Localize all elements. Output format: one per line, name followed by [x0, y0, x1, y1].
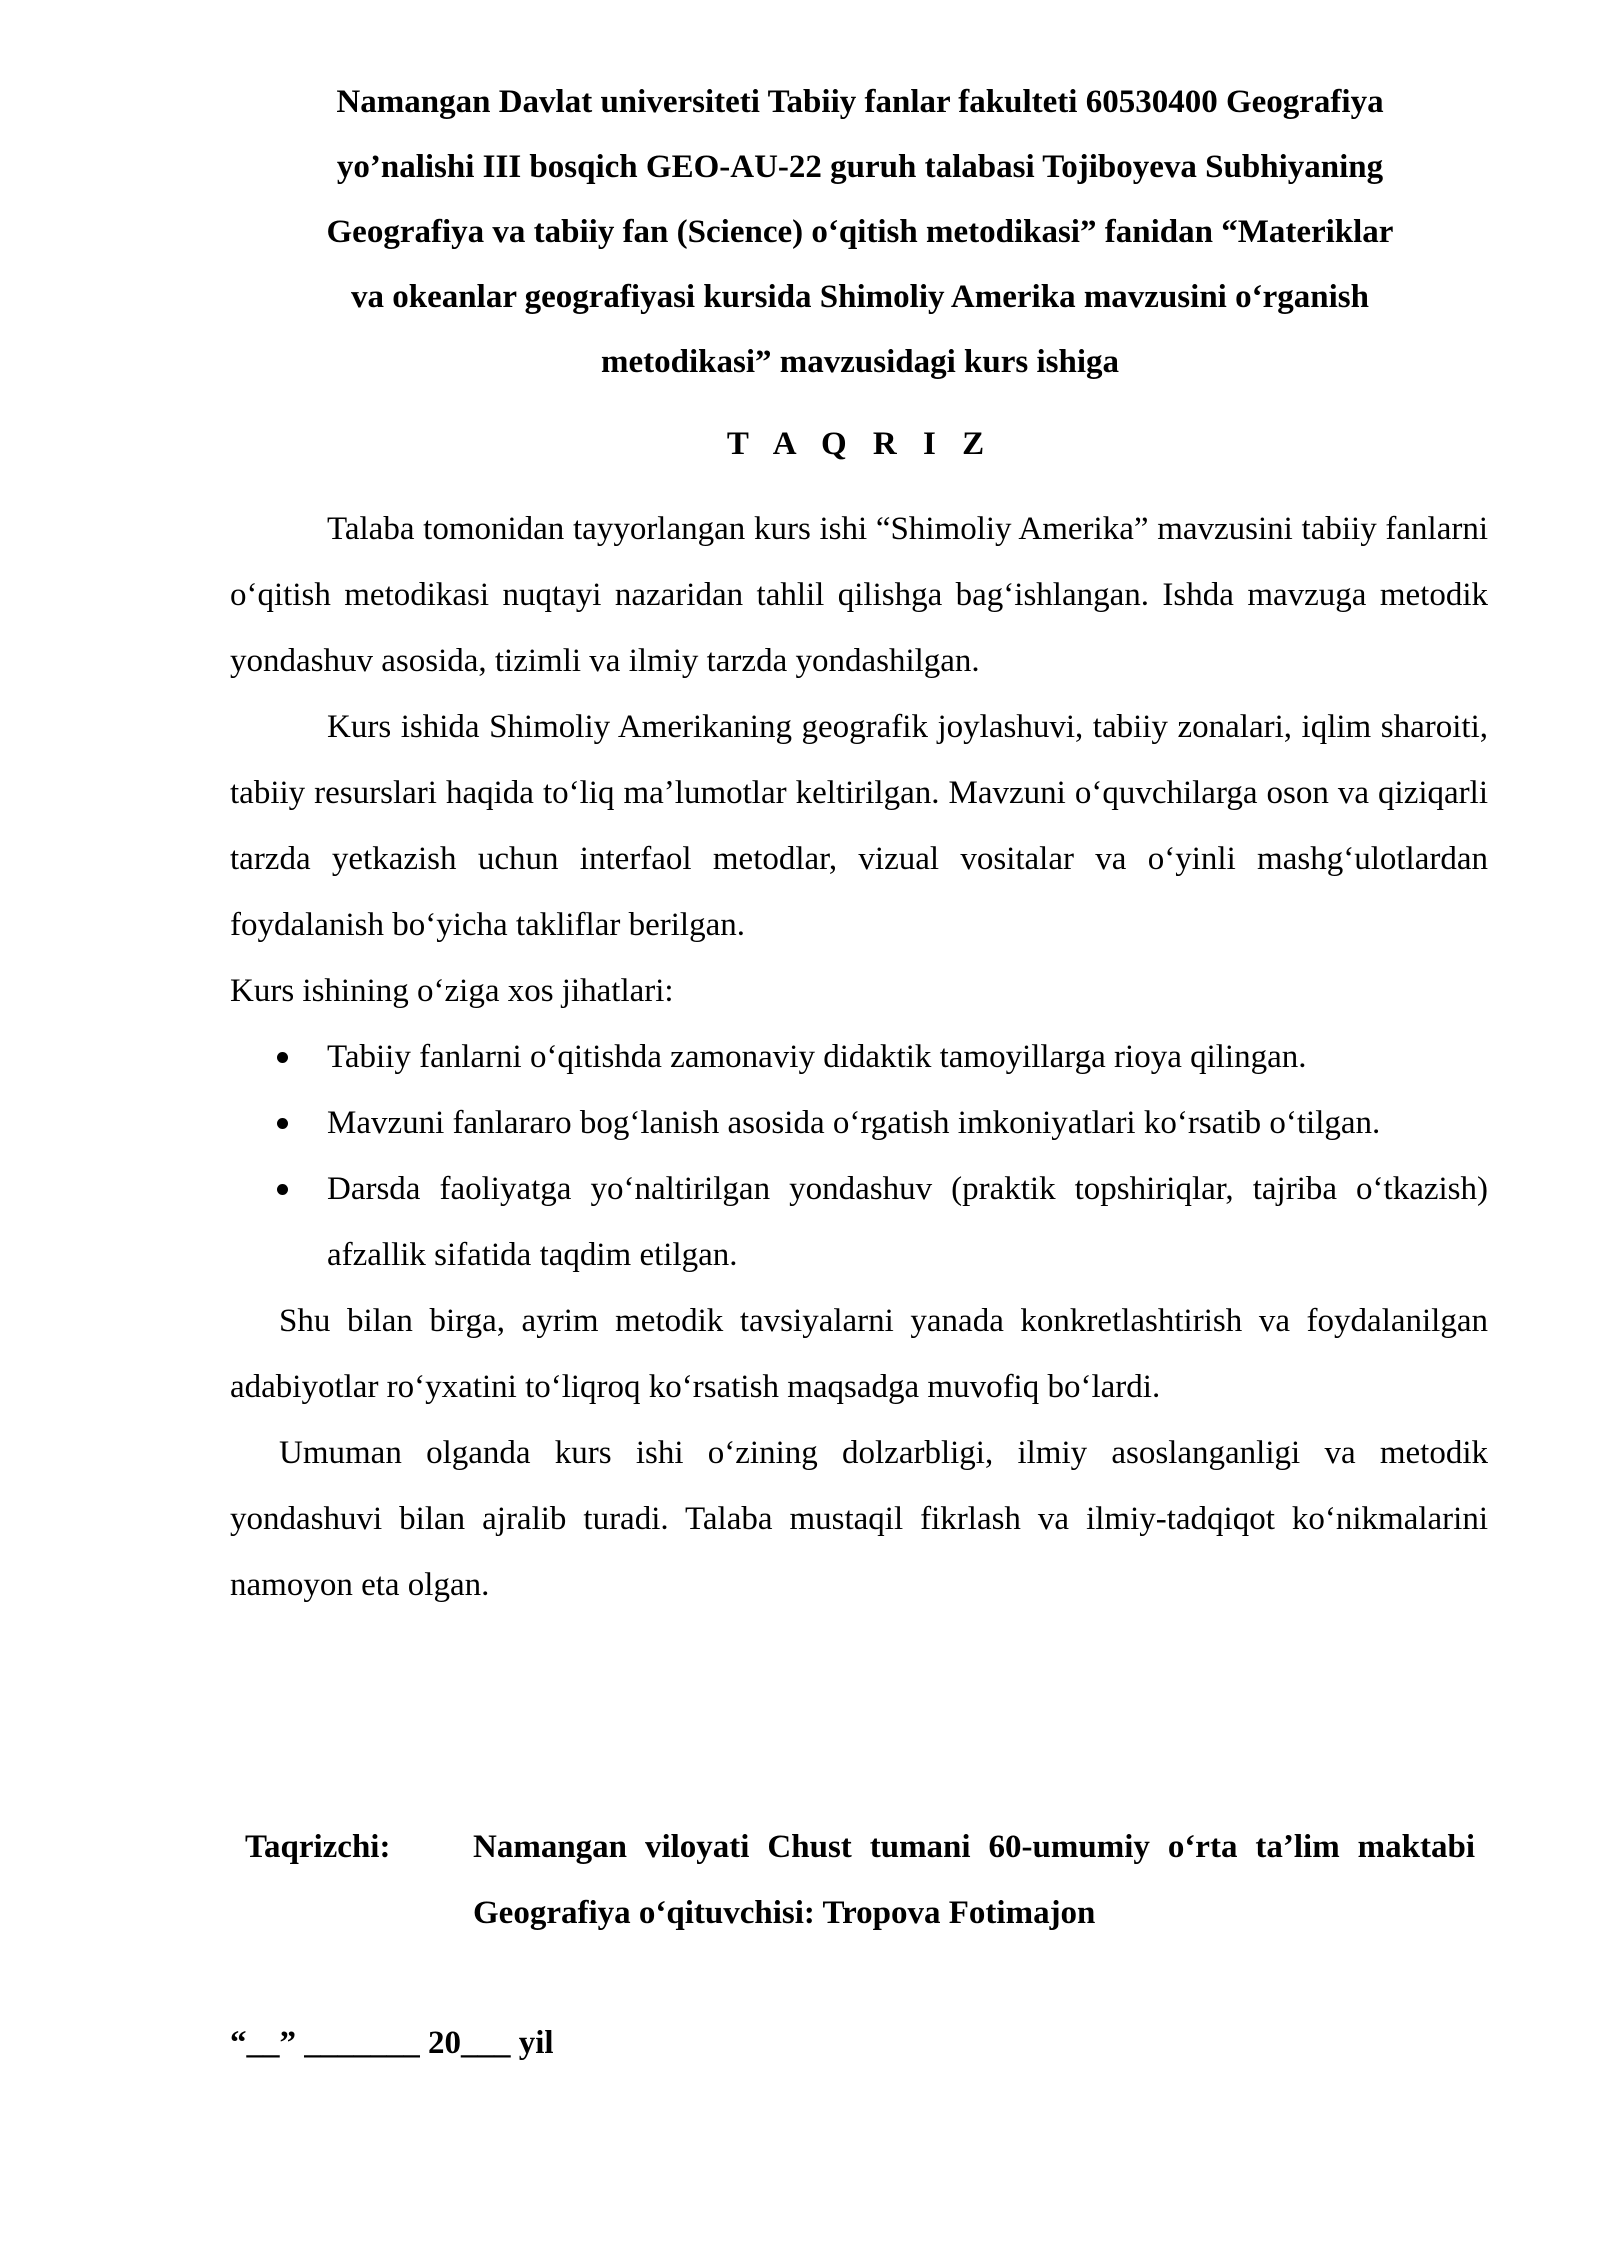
remarks-paragraph: Shu bilan birga, ayrim metodik tavsiyalarni yanada konkretlashtirish va foydalanilgan adabiyotlar roʻyxatini toʻliqroq koʻrsatish maqsadga muvofiq boʻlardi.: [230, 1303, 1488, 1405]
document-heading: [200, 70, 1520, 395]
features-list: [230, 1024, 1488, 1288]
bullet-icon: [277, 1184, 288, 1195]
intro-paragraph: Talaba tomonidan tayyorlangan kurs ishi “Shimoliy Amerika” mavzusini tabiiy fanlarni oʻqitish metodikasi nuqtayi nazaridan tahlil qilishga bagʻishlangan. Ishda mavzuga metodik yondashuv asosida, tizimli va ilmiy tarzda yondashilgan.: [230, 511, 1488, 679]
date-line: “__” _______ 20___ yil: [230, 2025, 554, 2061]
heading-line: va okeanlar geografiyasi kursida Shimoliy Amerika mavzusini oʻrganish: [351, 279, 1369, 315]
list-item: [230, 1090, 1488, 1156]
list-item-text: Tabiiy fanlarni oʻqitishda zamonaviy didaktik tamoyillarga rioya qilingan.: [327, 1039, 1307, 1075]
heading-line: Namangan Davlat universiteti Tabiiy fanlar fakulteti 60530400 Geografiya: [336, 84, 1384, 120]
bullet-icon: [277, 1118, 288, 1129]
bullet-icon: [277, 1052, 288, 1063]
reviewer-label: Taqrizchi:: [245, 1829, 391, 1865]
reviewer-details: Namangan viloyati Chust tumani 60-umumiy oʻrta taʼlim maktabi Geografiya oʻqituvchisi: Tropova Fotimajon: [473, 1829, 1475, 1931]
content-paragraph: Kurs ishida Shimoliy Amerikaning geografik joylashuvi, tabiiy zonalari, iqlim sharoiti, tabiiy resurslari haqida toʻliq maʼlumotlar keltirilgan. Mavzuni oʻquvchilarga oson va qiziqarli tarzda yetkazish uchun interfaol metodlar, vizual vositalar va oʻyinli mashgʻulotlardan foydalanish boʻyicha takliflar berilgan.: [230, 709, 1488, 943]
list-item-text: Darsda faoliyatga yoʻnaltirilgan yondashuv (praktik topshiriqlar, tajriba oʻtkazish) afzallik sifatida taqdim etilgan.: [327, 1171, 1488, 1273]
heading-line: yo’nalishi III bosqich GEO-AU-22 guruh talabasi Tojiboyeva Subhiyaning: [336, 149, 1384, 185]
list-item-text: Mavzuni fanlararo bogʻlanish asosida oʻrgatish imkoniyatlari koʻrsatib oʻtilgan.: [327, 1105, 1381, 1141]
heading-line: Geografiya va tabiiy fan (Science) oʻqitish metodikasi” fanidan “Materiklar: [326, 214, 1394, 250]
features-intro: Kurs ishining oʻziga xos jihatlari:: [230, 973, 674, 1009]
list-item: [230, 1156, 1488, 1288]
document-title: T A Q R I Z: [726, 426, 994, 462]
list-item: [230, 1024, 1488, 1090]
conclusion-paragraph: Umuman olganda kurs ishi oʻzining dolzarbligi, ilmiy asoslanganligi va metodik yondashuvi bilan ajralib turadi. Talaba mustaqil fikrlash va ilmiy-tadqiqot koʻnikmalarini namoyon eta olgan.: [230, 1435, 1488, 1603]
review-body: [230, 496, 1488, 1618]
heading-line: metodikasi” mavzusidagi kurs ishiga: [600, 344, 1119, 380]
